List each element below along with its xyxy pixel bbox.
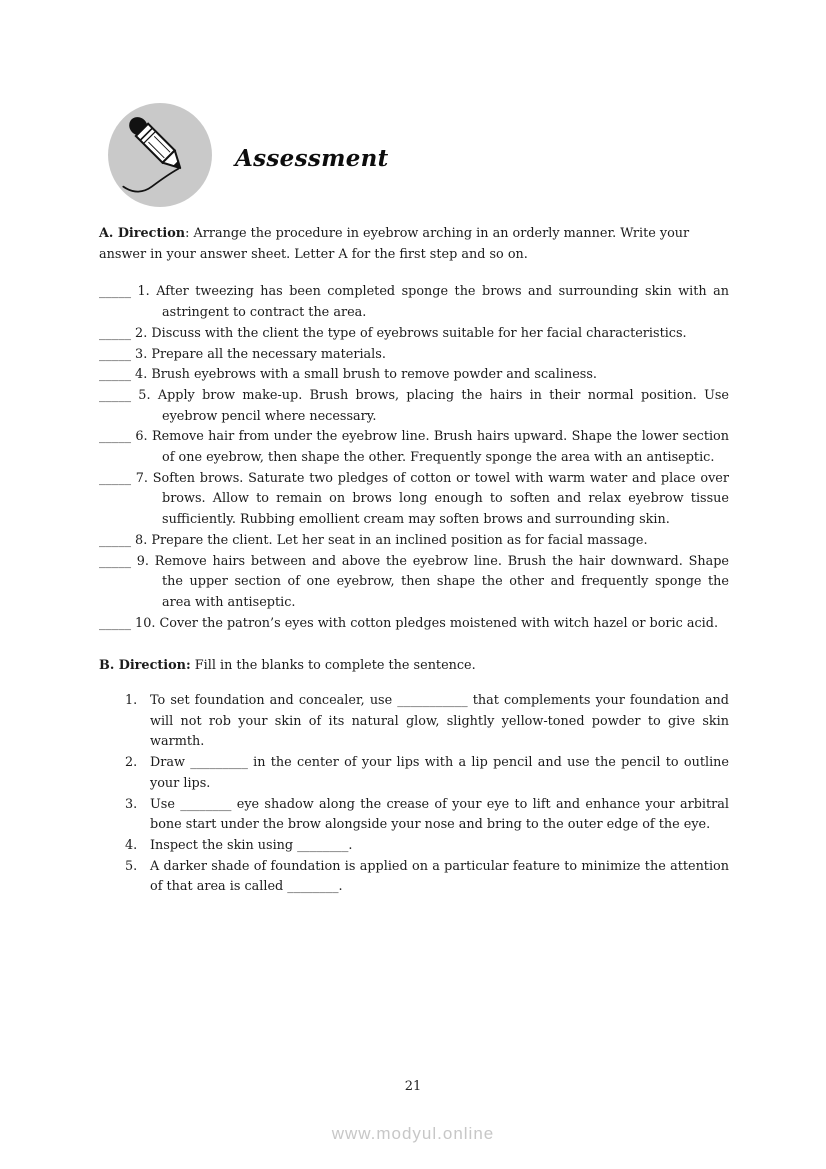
watermark: www.modyul.online xyxy=(331,1124,495,1143)
item-text: Draw _________ in the center of your lips with a lip pencil and use the pencil to outline your lips. xyxy=(150,755,729,791)
item-text: A darker shade of foundation is applied on a particular feature to minimize the attention of that area is called ________. xyxy=(150,858,729,895)
item-text: To set foundation and concealer, use ___________ that complements your foundation and will not rob your skin of its natural glow, slightly yellow-toned powder to give skin warmth. xyxy=(150,693,729,750)
section-header xyxy=(107,100,389,208)
fill-blanks-list xyxy=(99,691,729,898)
item-number: 3. xyxy=(125,796,138,812)
item-number: 2. xyxy=(125,755,138,771)
procedure-item-9: _____ 9. Remove hairs between and above the eyebrow line. Brush the hair downward. Shape the upper section of one eyebrow, then shape the other and frequently sponge the area with antiseptic. xyxy=(99,553,729,610)
procedure-item-7: _____ 7. Soften brows. Saturate two pledges of cotton or towel with warm water and place over brows. Allow to remain on brows long enough to soften and relax eyebrow tissue sufficiently. Rubbing emollient cream may soften brows and surrounding skin. xyxy=(99,470,729,528)
procedure-item-3: _____ 3. Prepare all the necessary materials. xyxy=(99,346,386,362)
page-content xyxy=(99,224,729,898)
item-number: 4. xyxy=(125,837,138,853)
page-title: Assessment xyxy=(235,144,389,172)
item-number: 5. xyxy=(125,858,138,874)
fill-blanks-item-5 xyxy=(125,857,729,898)
fill-blanks-item-3 xyxy=(125,795,729,836)
fill-blanks-item-1 xyxy=(125,691,729,753)
item-text: Inspect the skin using ________. xyxy=(150,837,353,853)
procedure-item-5: _____ 5. Apply brow make-up. Brush brows, placing the hairs in their normal position. Use eyebrow pencil where necessary. xyxy=(99,387,729,424)
procedure-item-1: _____ 1. After tweezing has been completed sponge the brows and surrounding skin with an astringent to contract the area. xyxy=(99,284,729,321)
item-text: Use ________ eye shadow along the crease of your eye to lift and enhance your arbitral bone start under the brow alongside your nose and bring to the outer edge of the eye. xyxy=(150,796,729,833)
section-a-heading xyxy=(99,224,729,265)
section-b-label: B. Direction: xyxy=(99,658,191,674)
procedure-list xyxy=(99,282,729,634)
item-number: 1. xyxy=(125,693,138,709)
procedure-item-4: _____ 4. Brush eyebrows with a small brush to remove powder and scaliness. xyxy=(99,367,597,383)
fill-blanks-item-2 xyxy=(125,753,729,794)
procedure-item-6: _____ 6. Remove hair from under the eyebrow line. Brush hairs upward. Shape the lower section of one eyebrow, then shape the other. Frequently sponge the area with an antiseptic. xyxy=(99,429,729,466)
section-a-label: A. Direction xyxy=(99,226,186,241)
page-number: 21 xyxy=(404,1079,422,1094)
procedure-item-2: _____ 2. Discuss with the client the type of eyebrows suitable for her facial characteristics. xyxy=(99,325,687,341)
procedure-item-8: _____ 8. Prepare the client. Let her seat in an inclined position as for facial massage. xyxy=(99,532,648,548)
fill-blanks-item-4 xyxy=(125,836,729,857)
pencil-icon xyxy=(107,100,213,208)
section-b-heading xyxy=(99,656,729,677)
procedure-item-10: _____ 10. Cover the patron’s eyes with cotton pledges moistened with witch hazel or boric acid. xyxy=(99,615,719,631)
section-b-instructions: Fill in the blanks to complete the sentence. xyxy=(190,658,476,674)
section-a-instructions: : Arrange the procedure in eyebrow arching in an orderly manner. Write your answer in your answer sheet. Letter A for the first step and so on. xyxy=(99,226,690,262)
